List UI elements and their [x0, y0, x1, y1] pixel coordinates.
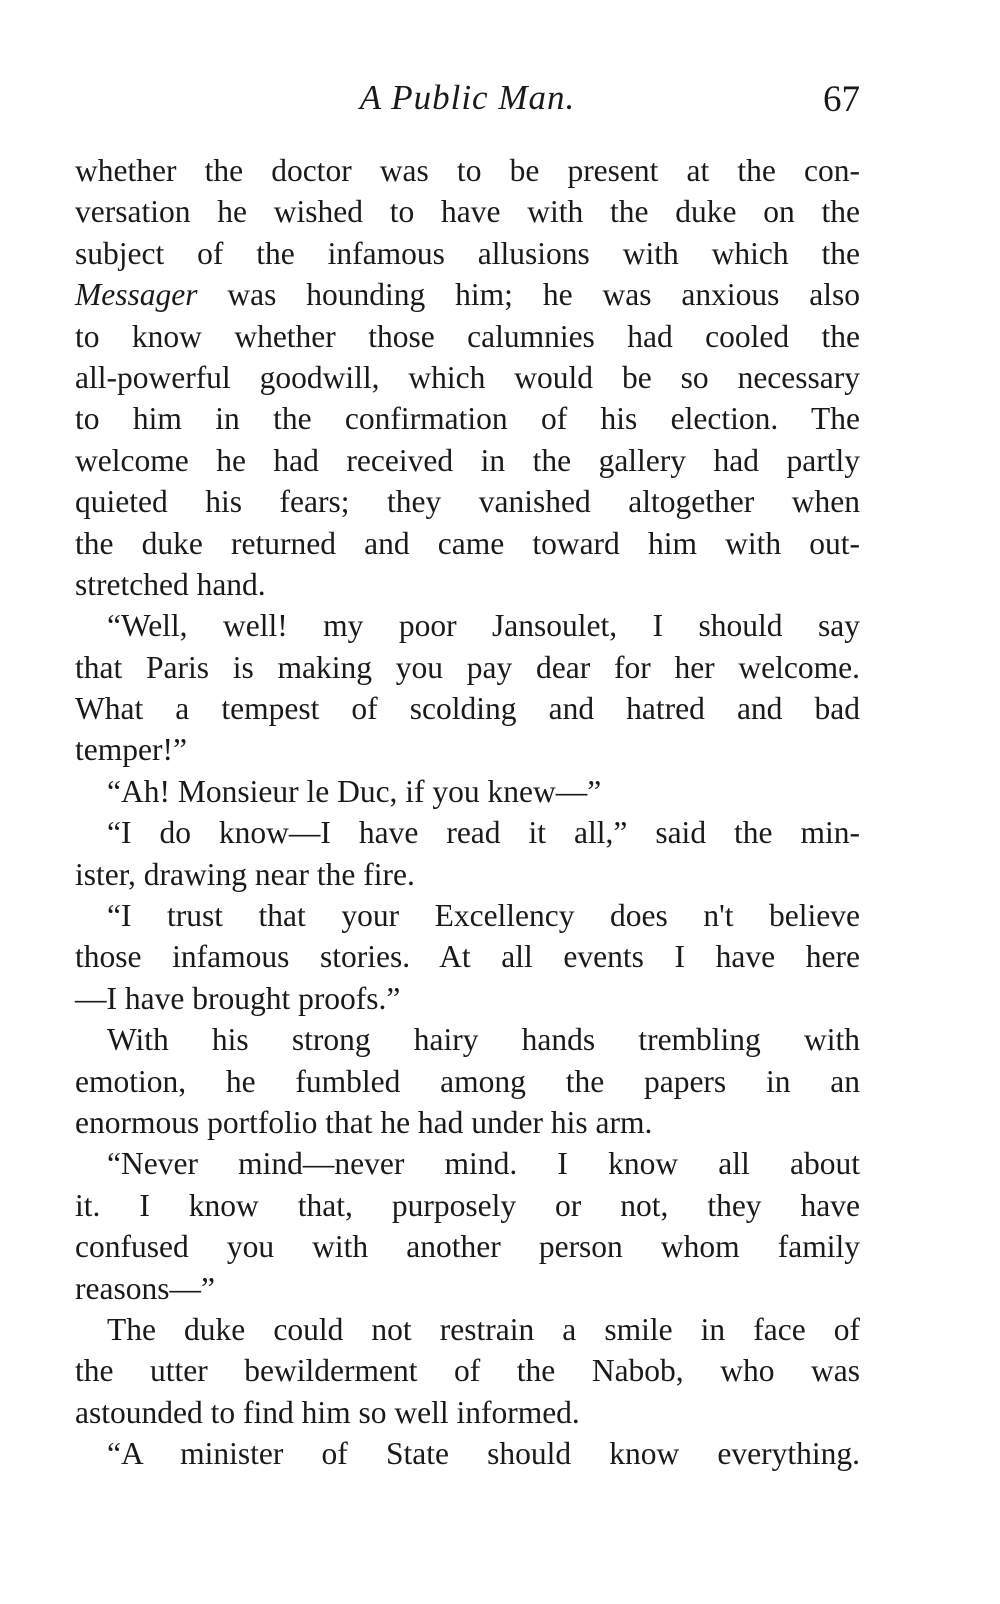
text-line	[75, 1019, 860, 1060]
line-text: that Paris is making you pay dear for her welcome.	[75, 649, 860, 685]
text-line	[75, 688, 860, 729]
line-text: “I do know—I have read it all,” said the min-	[107, 815, 860, 851]
line-text: emotion, he fumbled among the papers in an	[75, 1063, 860, 1099]
text-line	[75, 771, 860, 812]
line-text: to know whether those calumnies had cooled the	[75, 318, 860, 354]
text-line	[75, 978, 860, 1019]
line-text: What a tempest of scolding and hatred and bad	[75, 691, 860, 727]
text-line	[75, 1350, 860, 1391]
text-line	[75, 1309, 860, 1350]
line-text: reasons—”	[75, 1270, 215, 1306]
line-text: “Well, well! my poor Jansoulet, I should say	[107, 608, 860, 644]
line-text: astounded to find him so well informed.	[75, 1394, 580, 1430]
line-text: enormous portfolio that he had under his arm.	[75, 1104, 653, 1140]
line-text: “A minister of State should know everything.	[107, 1436, 860, 1472]
line-text: “Never mind—never mind. I know all about	[107, 1146, 860, 1182]
text-line	[75, 564, 860, 605]
text-line	[75, 895, 860, 936]
line-text: temper!”	[75, 732, 187, 768]
text-line	[75, 1143, 860, 1184]
line-text: the duke returned and came toward him with out-	[75, 525, 860, 561]
text-line	[75, 854, 860, 895]
line-text: whether the doctor was to be present at the con-	[75, 153, 860, 188]
line-text: the utter bewilderment of the Nabob, who was	[75, 1353, 860, 1389]
line-text: all-powerful goodwill, which would be so necessary	[75, 359, 860, 395]
line-text: was hounding him; he was anxious also	[227, 277, 860, 313]
line-text: stretched hand.	[75, 566, 266, 602]
page-number: 67	[823, 79, 860, 120]
line-text: quieted his fears; they vanished altogether when	[75, 484, 860, 520]
text-line	[75, 274, 860, 315]
line-text: it. I know that, purposely or not, they have	[75, 1187, 860, 1223]
text-line	[75, 357, 860, 398]
line-text: to him in the confirmation of his election. The	[75, 401, 860, 437]
text-line	[75, 729, 860, 770]
text-line	[75, 1226, 860, 1267]
text-line	[75, 1392, 860, 1433]
text-line	[75, 1061, 860, 1102]
text-line	[75, 1433, 860, 1474]
line-text: With his strong hairy hands trembling with	[107, 1022, 860, 1058]
line-text: “I trust that your Excellency does n't believe	[107, 898, 860, 934]
line-text: versation he wished to have with the duke on the	[75, 194, 860, 230]
text-line	[75, 150, 860, 191]
line-text: welcome he had received in the gallery had partly	[75, 442, 860, 478]
text-line	[75, 647, 860, 688]
text-line	[75, 523, 860, 564]
line-text: confused you with another person whom family	[75, 1229, 860, 1265]
text-line	[75, 398, 860, 439]
text-line	[75, 233, 860, 274]
running-title: A Public Man.	[359, 78, 576, 117]
line-text: subject of the infamous allusions with which the	[75, 235, 860, 271]
italic-title: Messager	[75, 277, 198, 313]
text-line	[75, 191, 860, 232]
line-text: —I have brought proofs.”	[75, 980, 401, 1016]
body-text	[75, 150, 860, 1475]
text-line	[75, 1185, 860, 1226]
line-text: those infamous stories. At all events I have here	[75, 939, 860, 975]
text-line	[75, 316, 860, 357]
line-text: ister, drawing near the fire.	[75, 856, 415, 892]
text-line	[75, 936, 860, 977]
line-text: “Ah! Monsieur le Duc, if you knew—”	[107, 773, 602, 809]
text-line	[75, 1268, 860, 1309]
page-header	[75, 78, 860, 128]
text-line	[75, 440, 860, 481]
text-line	[75, 481, 860, 522]
line-text: The duke could not restrain a smile in face of	[107, 1311, 860, 1347]
text-line	[75, 605, 860, 646]
text-line	[75, 812, 860, 853]
text-line	[75, 1102, 860, 1143]
